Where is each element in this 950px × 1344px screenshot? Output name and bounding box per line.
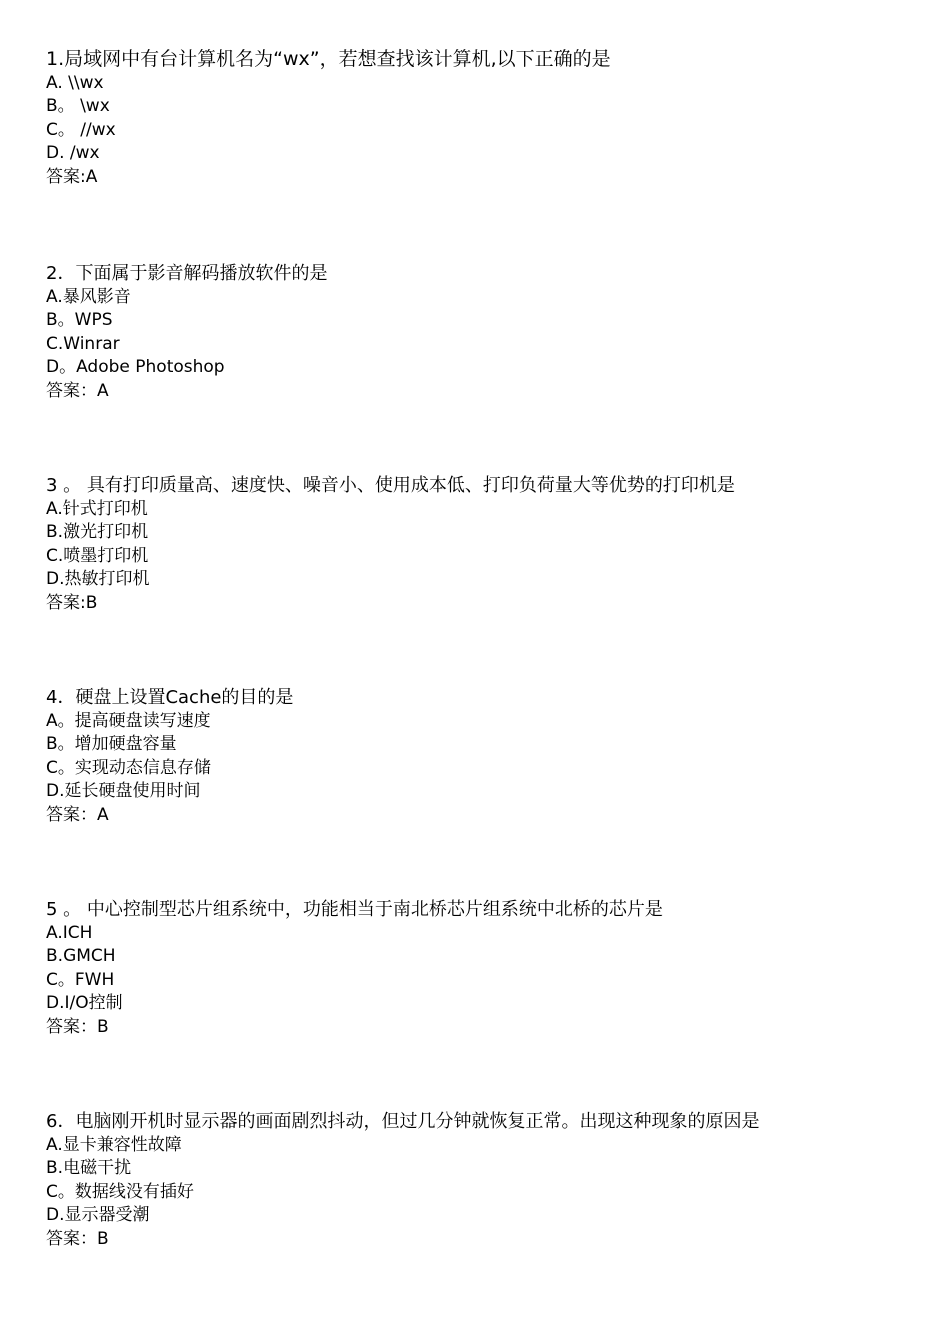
option-d: D. /wx — [46, 143, 100, 164]
option-b: B.激光打印机 — [46, 522, 149, 543]
option-c: C。 //wx — [46, 119, 116, 140]
question-stem: 6．电脑刚开机时显示器的画面剧烈抖动，但过几分钟就恢复正常。出现这种现象的原因是 — [46, 1111, 760, 1132]
option-b: B。WPS — [46, 310, 113, 331]
option-d: D.显示器受潮 — [46, 1205, 150, 1226]
question-3 — [46, 474, 926, 616]
option-c: C.喷墨打印机 — [46, 545, 149, 566]
answer: 答案:B — [46, 592, 98, 613]
answer: 答案：B — [46, 1228, 109, 1249]
option-d: D.热敏打印机 — [46, 569, 150, 590]
option-a: A. \\wx — [46, 72, 104, 93]
option-d: D.I/O控制 — [46, 993, 123, 1014]
answer: 答案：A — [46, 380, 109, 401]
question-2 — [46, 262, 926, 404]
option-a: A.显卡兼容性故障 — [46, 1134, 182, 1155]
answer: 答案：B — [46, 1016, 109, 1037]
question-stem: 1.局域网中有台计算机名为“wx”，若想查找该计算机,以下正确的是 — [46, 48, 611, 70]
option-c: C。FWH — [46, 969, 115, 990]
question-stem: 5 。 中心控制型芯片组系统中，功能相当于南北桥芯片组系统中北桥的芯片是 — [46, 899, 663, 920]
option-a: A。提高硬盘读写速度 — [46, 710, 211, 731]
question-1 — [46, 48, 926, 190]
question-6 — [46, 1110, 926, 1252]
question-5 — [46, 898, 926, 1040]
option-b: B。 \wx — [46, 96, 110, 117]
question-4 — [46, 686, 926, 828]
question-stem: 3 。 具有打印质量高、速度快、噪音小、使用成本低、打印负荷量大等优势的打印机是 — [46, 475, 735, 496]
answer: 答案:A — [46, 166, 98, 187]
option-b: B.GMCH — [46, 946, 116, 967]
option-d: D.延长硬盘使用时间 — [46, 781, 201, 802]
option-c: C.Winrar — [46, 333, 120, 354]
option-a: A.暴风影音 — [46, 286, 131, 307]
option-a: A.针式打印机 — [46, 498, 148, 519]
option-c: C。数据线没有插好 — [46, 1181, 194, 1202]
option-b: B.电磁干扰 — [46, 1158, 132, 1179]
option-b: B。增加硬盘容量 — [46, 734, 177, 755]
option-c: C。实现动态信息存储 — [46, 757, 211, 778]
answer: 答案：A — [46, 804, 109, 825]
option-d: D。Adobe Photoshop — [46, 357, 225, 378]
question-stem: 4．硬盘上设置Cache的目的是 — [46, 687, 294, 708]
question-stem: 2．下面属于影音解码播放软件的是 — [46, 263, 328, 284]
option-a: A.ICH — [46, 922, 93, 943]
